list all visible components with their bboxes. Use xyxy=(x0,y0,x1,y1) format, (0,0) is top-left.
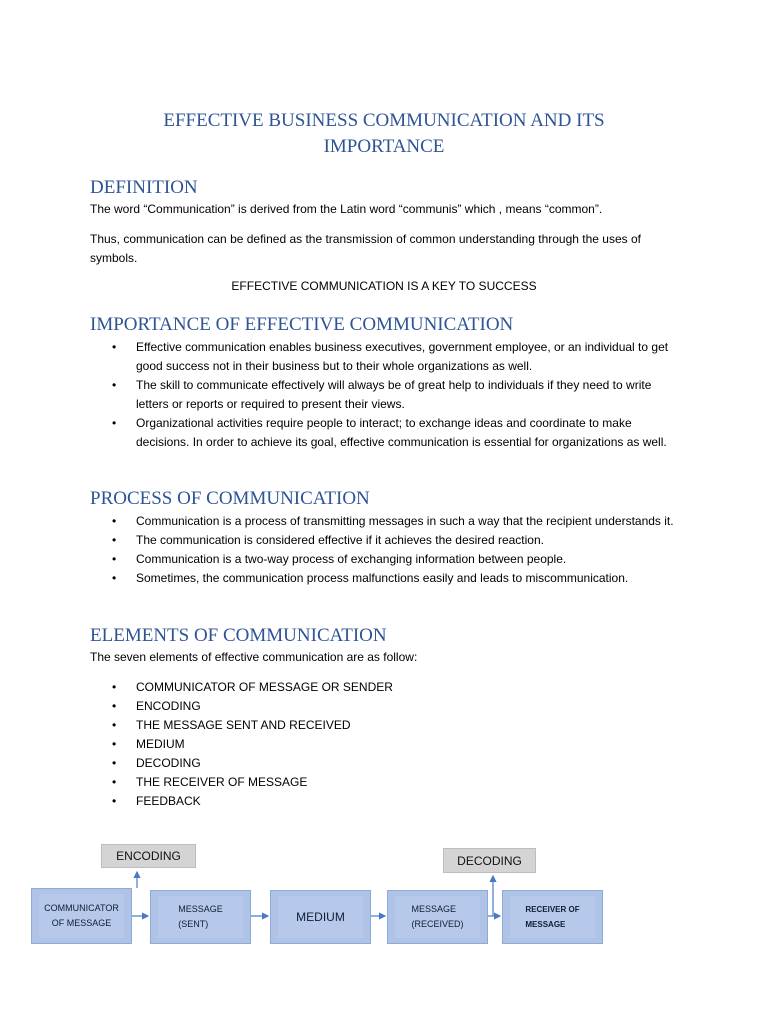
list-item: • THE MESSAGE SENT AND RECEIVED xyxy=(108,716,683,735)
communicator-label-line-2: OF MESSAGE xyxy=(51,918,112,928)
elements-intro: The seven elements of effective communication are as follow: xyxy=(90,650,418,664)
elements-heading: ELEMENTS OF COMMUNICATION xyxy=(90,625,387,646)
list-item: • The skill to communicate effectively will always be of great help to individuals if they need to write letters or reports or required to present their views. xyxy=(108,376,683,414)
title-line-1: EFFECTIVE BUSINESS COMMUNICATION AND ITS xyxy=(163,110,605,131)
message-received-label-line-2: (RECEIVED) xyxy=(411,919,464,929)
receiver-label-line-2: MESSAGE xyxy=(525,920,566,929)
message-sent-label-line-2: (SENT) xyxy=(178,919,209,929)
encoding-box: ENCODING xyxy=(101,844,196,868)
list-item: • Communication is a process of transmitting messages in such a way that the recipient understands it. xyxy=(108,512,683,531)
list-item: • Effective communication enables business executives, government employee, or an individual to get good success not in their business but to their whole organizations as well. xyxy=(108,338,683,376)
medium-label: MEDIUM xyxy=(278,896,363,938)
definition-heading: DEFINITION xyxy=(90,177,198,198)
list-item: • ENCODING xyxy=(108,697,683,716)
decoding-box: DECODING xyxy=(443,848,536,873)
list-item: • Organizational activities require people to interact; to exchange ideas and coordinate to make decisions. In order to achieve its goal, effective communication is essential for organizations as well. xyxy=(108,414,683,452)
list-item: • The communication is considered effective if it achieves the desired reaction. xyxy=(108,531,683,550)
list-item: • Sometimes, the communication process malfunctions easily and leads to miscommunication. xyxy=(108,569,683,588)
receiver-label-line-1: RECEIVER OF xyxy=(525,905,580,914)
key-line: EFFECTIVE COMMUNICATION IS A KEY TO SUCCESS xyxy=(231,279,537,293)
list-item: • COMMUNICATOR OF MESSAGE OR SENDER xyxy=(108,678,683,697)
process-heading: PROCESS OF COMMUNICATION xyxy=(90,488,370,509)
communicator-label-line-1: COMMUNICATOR xyxy=(44,903,119,913)
message-sent-label-line-1: MESSAGE xyxy=(178,904,223,914)
list-item: • DECODING xyxy=(108,754,683,773)
definition-paragraph-2: Thus, communication can be defined as the transmission of common understanding through the uses of symbols. xyxy=(90,232,641,265)
importance-heading: IMPORTANCE OF EFFECTIVE COMMUNICATION xyxy=(90,314,514,335)
title-line-2: IMPORTANCE xyxy=(323,136,445,157)
list-item: • MEDIUM xyxy=(108,735,683,754)
list-item: • FEEDBACK xyxy=(108,792,683,811)
definition-paragraph-1: The word “Communication” is derived from the Latin word “communis” which , means “common”. xyxy=(90,202,603,216)
list-item: • THE RECEIVER OF MESSAGE xyxy=(108,773,683,792)
list-item: • Communication is a two-way process of exchanging information between people. xyxy=(108,550,683,569)
message-received-label-line-1: MESSAGE xyxy=(411,904,456,914)
